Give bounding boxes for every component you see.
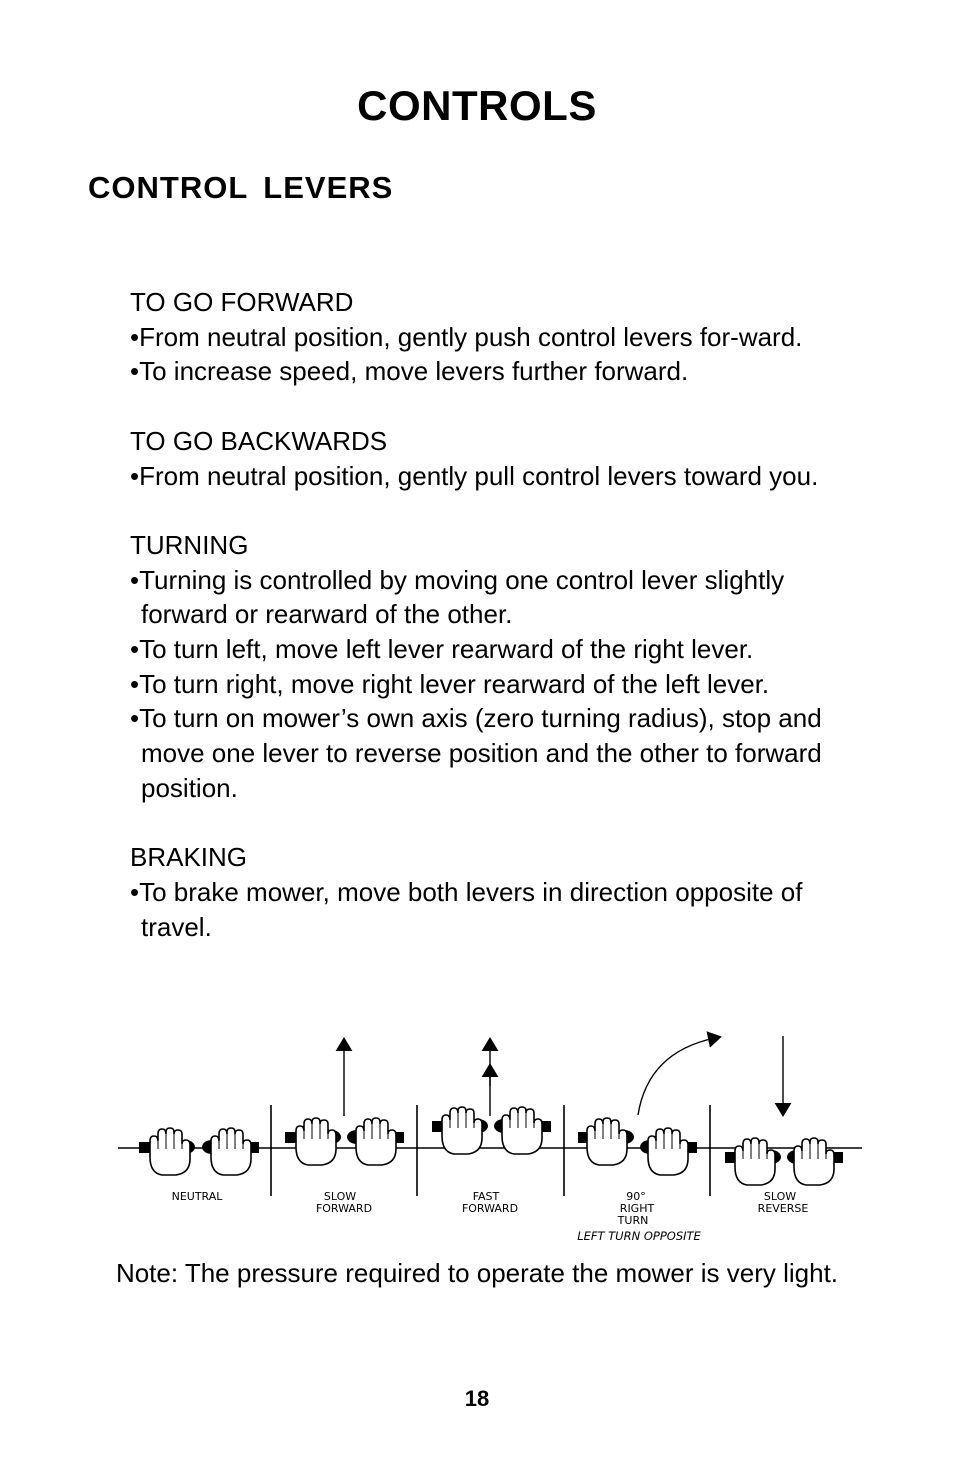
- bullet-item: •From neutral position, gently push control levers for-ward.: [130, 321, 803, 352]
- section-title: CONTROL LEVERS: [88, 170, 394, 205]
- section-forward: [130, 285, 850, 389]
- panel-label-right-turn: 90°: [626, 1190, 646, 1203]
- section-braking: [130, 840, 850, 944]
- section-heading: TURNING: [130, 529, 249, 560]
- neutral-hands-icon: [139, 1128, 259, 1175]
- fast-forward-hands-icon: [432, 1044, 551, 1154]
- slow-reverse-hands-icon: [725, 1036, 843, 1185]
- section-backwards: [130, 424, 850, 493]
- panel-label-slow-reverse: REVERSE: [757, 1202, 809, 1215]
- page-number: 18: [464, 1386, 490, 1411]
- bullet-item: •Turning is controlled by moving one control lever slightly forward or rearward of the other.: [130, 564, 785, 630]
- section-heading: TO GO FORWARD: [130, 287, 354, 317]
- panel-label-fast-forward: FORWARD: [461, 1202, 519, 1215]
- panel-label-slow-forward: FORWARD: [315, 1202, 373, 1215]
- panel-label-right-turn: RIGHT: [619, 1202, 655, 1215]
- bullet-item: •To turn left, move left lever rearward of the right lever.: [130, 634, 754, 664]
- section-heading: BRAKING: [130, 842, 248, 873]
- page-title: CONTROLS: [357, 82, 597, 129]
- panel-label-slow-reverse: SLOW: [763, 1190, 797, 1203]
- bullet-item: •To brake mower, move both levers in direction opposite of travel.: [130, 876, 803, 942]
- instructions: [130, 285, 850, 944]
- bullet-item: •To turn right, move right lever rearward of the left lever.: [130, 668, 770, 699]
- note-text: Note: The pressure required to operate the mower is very light.: [115, 1258, 839, 1288]
- control-lever-diagram: [110, 1030, 870, 1250]
- curved-turn-arrow-icon: [638, 1038, 715, 1115]
- panel-label-fast-forward: FAST: [472, 1190, 500, 1203]
- panel-label-neutral: NEUTRAL: [171, 1190, 223, 1203]
- right-turn-hands-icon: [578, 1038, 715, 1175]
- panel-label-right-turn: TURN: [617, 1214, 649, 1227]
- bullet-item: •To increase speed, move levers further forward.: [130, 356, 689, 387]
- panel-label-slow-forward: SLOW: [323, 1190, 357, 1203]
- section-heading: TO GO BACKWARDS: [130, 425, 388, 456]
- section-turning: [130, 528, 850, 806]
- bullet-item: •From neutral position, gently pull control levers toward you.: [130, 460, 819, 491]
- slow-forward-hands-icon: [285, 1044, 404, 1165]
- diagram-caption: LEFT TURN OPPOSITE: [577, 1229, 701, 1243]
- bullet-item: •To turn on mower’s own axis (zero turning radius), stop and move one lever to reverse position and the other to forward position.: [130, 703, 822, 803]
